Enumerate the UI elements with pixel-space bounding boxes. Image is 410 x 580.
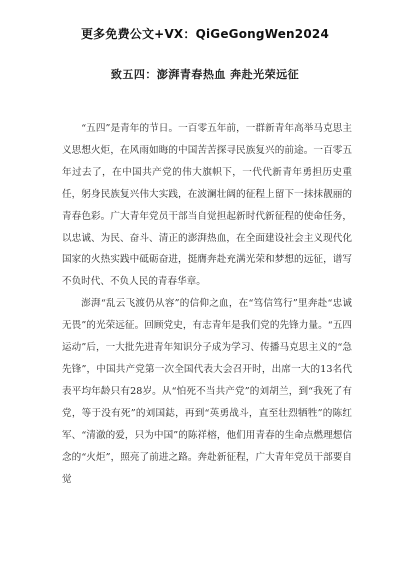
document-title: 致五四：澎湃青春热血 奔赴光荣远征 xyxy=(110,68,300,81)
paragraph-1: “五四”是青年的节日。一百零五年前，一群新青年高举马克思主义思想火炬，在风雨如晦的中国苦苦探寻民族复兴的前途。一百零五年过去了，在中国共产党的伟大旗帜下，一代代新青年勇担历史重任，躬身民族复兴伟大实践，在波澜壮阔的征程上留下一抹抹靓丽的青春色彩。广大青年党员干部当自觉担起新时代新征程的使命任务，以忠诚、为民、奋斗、清正的澎湃热血，在全面建设社会主义现代化国家的火热实践中砥砺奋进，挺膺奔赴充满光荣和梦想的远征，谱写不负时代、不负人民的青春华章。 xyxy=(62,123,352,288)
paragraph-2: 澎湃“乱云飞渡仍从容”的信仰之血，在“笃信笃行”里奔赴“忠诚无畏”的光荣远征。回顾党史，有志青年是我们党的先锋力量。“五四运动”后，一大批先进青年知识分子成为学习、传播马克思主义的“急先锋”，中国共产党第一次全国代表大会召开时，出席一大的13名代表平均年龄只有28岁。从“怕死不当共产党”的刘胡兰，到“我死了有党，等于没有死”的刘国鋕，再到“英勇战斗，直至壮烈牺牲”的陈红军、“清澈的爱，只为中国”的陈祥榕，他们用青春的生命点燃理想信念的“火炬”，照亮了前进之路。奔赴新征程，广大青年党员干部要自觉 xyxy=(62,298,352,485)
promo-header: 更多免费公文+VX：QiGeGongWen2024 xyxy=(80,27,329,41)
document-body xyxy=(62,118,352,490)
